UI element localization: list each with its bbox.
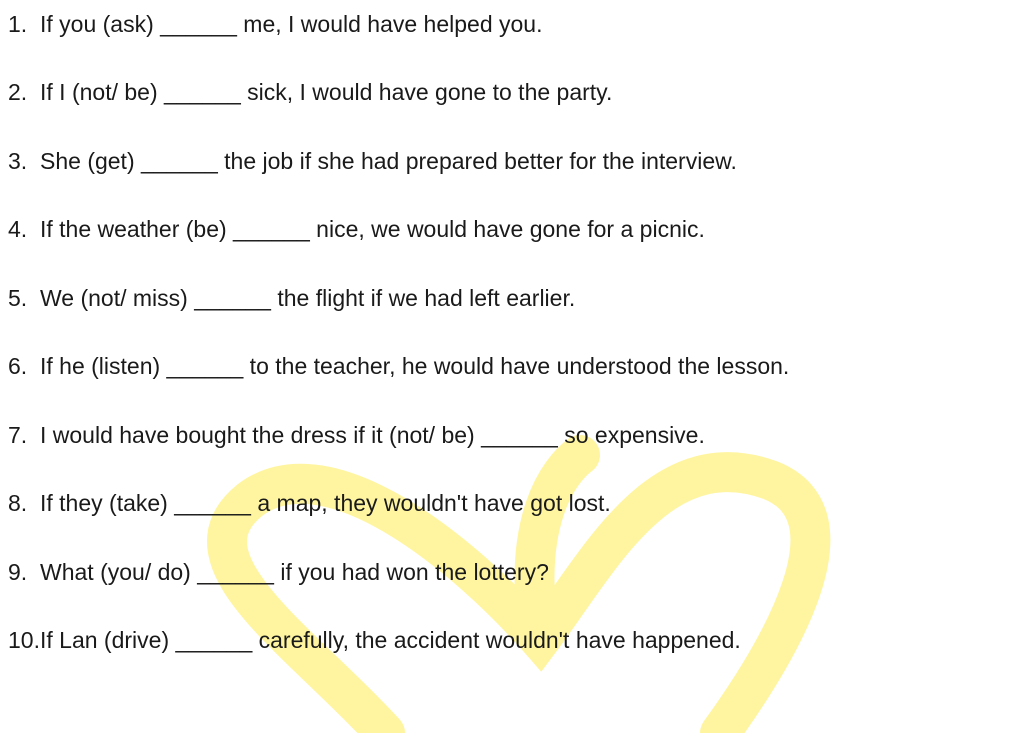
- exercise-number: 3.: [8, 148, 28, 174]
- exercise-item-9: [8, 557, 549, 587]
- exercise-number: 8.: [8, 490, 28, 516]
- exercise-text: We (not/ miss) ______ the flight if we had left earlier.: [40, 285, 576, 311]
- exercise-text: She (get) ______ the job if she had prepared better for the interview.: [40, 148, 737, 174]
- exercise-text: If they (take) ______ a map, they wouldn't have got lost.: [40, 490, 611, 516]
- exercise-item-2: [8, 77, 612, 107]
- exercise-item-8: [8, 488, 611, 518]
- exercise-number: 7.: [8, 422, 28, 448]
- exercise-number: 6.: [8, 353, 28, 379]
- exercise-item-1: [8, 9, 542, 39]
- exercise-item-6: [8, 351, 789, 381]
- exercise-text: If you (ask) ______ me, I would have helped you.: [40, 11, 543, 37]
- exercise-text: I would have bought the dress if it (not/ be) ______ so expensive.: [40, 422, 705, 448]
- exercise-text: If Lan (drive) ______ carefully, the accident wouldn't have happened.: [40, 627, 741, 653]
- exercise-item-10: [8, 625, 741, 655]
- exercise-number: 5.: [8, 285, 28, 311]
- exercise-text: What (you/ do) ______ if you had won the lottery?: [40, 559, 549, 585]
- exercise-number: 10.: [8, 627, 40, 653]
- exercise-text: If he (listen) ______ to the teacher, he would have understood the lesson.: [40, 353, 790, 379]
- exercise-number: 9.: [8, 559, 28, 585]
- exercise-text: If I (not/ be) ______ sick, I would have gone to the party.: [40, 79, 613, 105]
- exercise-number: 4.: [8, 216, 28, 242]
- exercise-item-4: [8, 214, 705, 244]
- exercise-text: If the weather (be) ______ nice, we would have gone for a picnic.: [40, 216, 705, 242]
- exercise-item-7: [8, 420, 705, 450]
- exercise-number: 1.: [8, 11, 28, 37]
- exercise-number: 2.: [8, 79, 28, 105]
- exercise-item-3: [8, 146, 737, 176]
- exercise-item-5: [8, 283, 575, 313]
